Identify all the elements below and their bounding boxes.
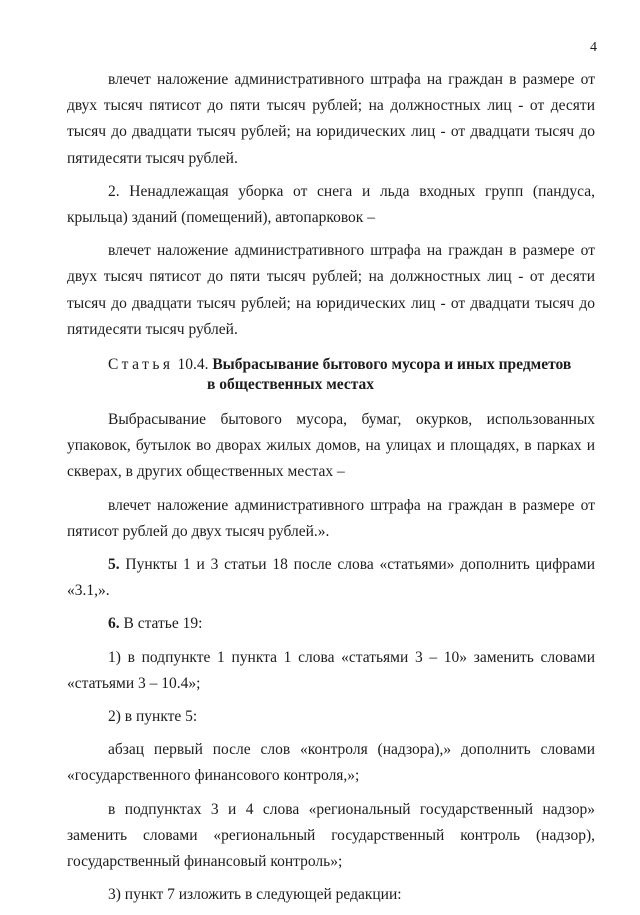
document-body	[67, 67, 595, 915]
paragraph: 1) в подпункте 1 пункта 1 слова «статьями 3 – 10» заменить словами «статьями 3 – 10.4»;	[67, 648, 595, 692]
item-text: Пункты 1 и 3 статьи 18 после слова «статьями» дополнить цифрами «3.1,».	[67, 556, 595, 600]
item-number: 5.	[108, 556, 120, 574]
paragraph: влечет наложение административного штрафа на граждан в размере от двух тысяч пятисот до пяти тысяч рублей; на должностных лиц - от десяти тысяч до двадцати тысяч рублей; на юридических лиц - от двадцати тысяч до пятидесяти тысяч рублей.	[67, 242, 595, 338]
paragraph: в подпунктах 3 и 4 слова «региональный государственный надзор» заменить словами «региональный государственный контроль (надзор), государственный финансовый контроль»;	[67, 800, 595, 871]
paragraph: 2. Ненадлежащая уборка от снега и льда входных групп (пандуса, крыльца) зданий (помещений), автопарковок –	[67, 182, 595, 227]
paragraph: абзац первый после слов «контроля (надзора),» дополнить словами «государственного финансового контроля,»;	[67, 741, 595, 785]
item-number: 6.	[108, 615, 120, 633]
article-number: 10.4.	[177, 356, 209, 374]
paragraph: 2) в пункте 5:	[108, 708, 198, 726]
paragraph: Выбрасывание бытового мусора, бумаг, окурков, использованных упаковок, бутылок во дворах жилых домов, на улицах и площадях, в парках и скверах, в других общественных местах –	[67, 411, 595, 481]
item-text: В статье 19:	[119, 615, 203, 633]
amendment-item-5	[67, 552, 595, 604]
article-word: Статья	[108, 356, 174, 374]
paragraph: влечет наложение административного штрафа на граждан в размере от двух тысяч пятисот до пяти тысяч рублей; на должностных лиц - от десяти тысяч до двадцати тысяч рублей; на юридических лиц - от двадцати тысяч до пятидесяти тысяч рублей.	[67, 71, 595, 167]
paragraph: влечет наложение административного штрафа на граждан в размере от пятисот рублей до двух тысяч рублей.».	[67, 496, 595, 540]
amendment-item-6	[67, 611, 595, 637]
article-title-line1: Выбрасывание бытового мусора и иных предметов	[212, 356, 572, 374]
page-number: 4	[590, 40, 597, 55]
article-title-line2: в общественных местах	[207, 376, 375, 394]
article-heading	[67, 355, 595, 395]
paragraph: 3) пункт 7 изложить в следующей редакции:	[108, 886, 402, 904]
